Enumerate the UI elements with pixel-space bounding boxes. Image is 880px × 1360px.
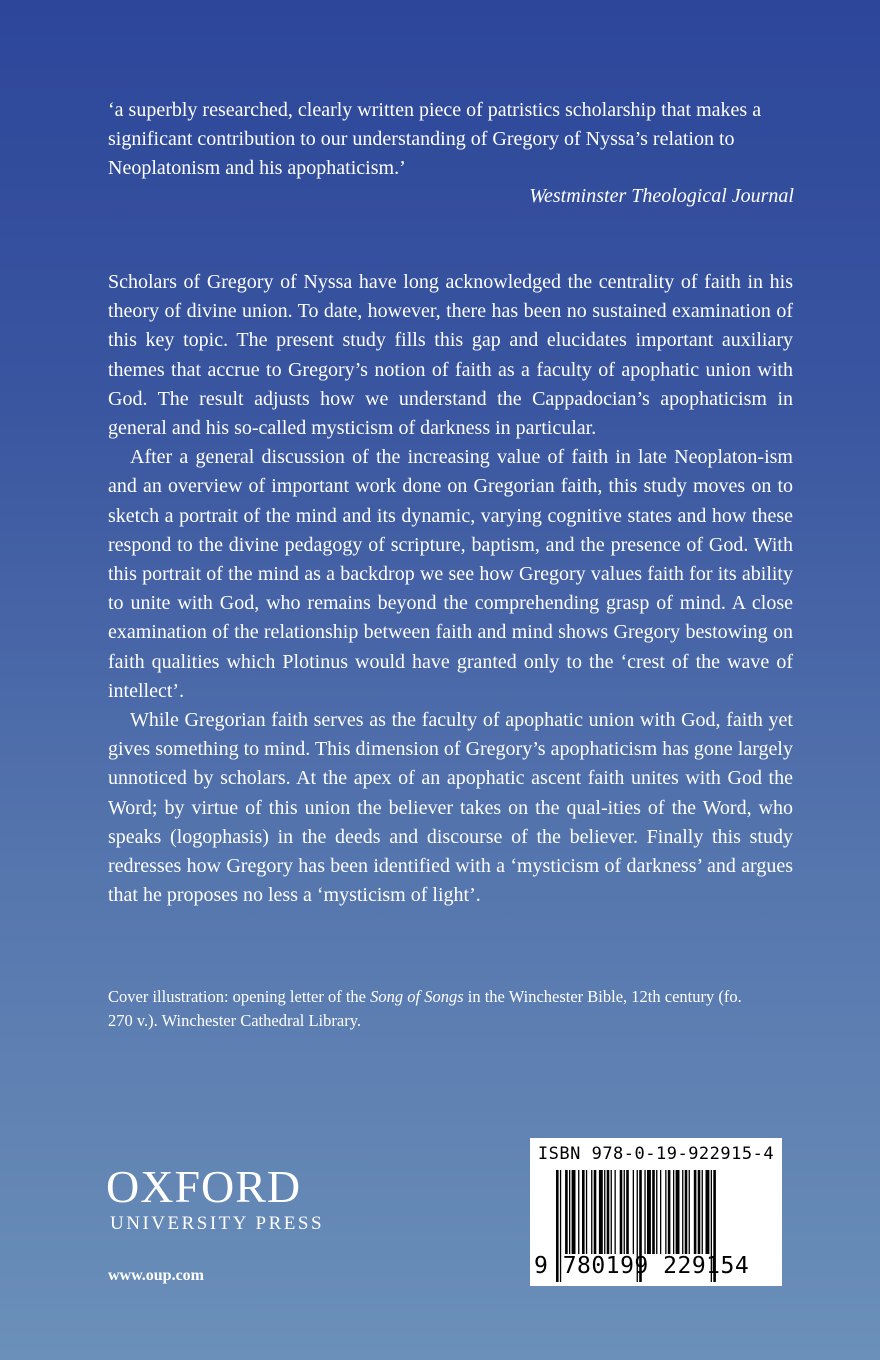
barcode-bar <box>604 1170 605 1254</box>
barcode-bar <box>594 1170 597 1254</box>
ean-digits: 9 780199 229154 <box>534 1253 750 1279</box>
description-paragraph-3: While Gregorian faith serves as the faculty of apophatic union with God, faith yet gives something to mind. This dimension of Gregory’s apophaticism has gone largely unnoticed by scholars. At the apex of an apophatic ascent faith unites with God the Word; by virtue of this union the believer takes on the qual-ities of the Word, who speaks (logophasis) in the deeds and discourse of the believer. Finally this study redresses how Gregory has been identified with a ‘mysticism of darkness’ and argues that he proposes no less a ‘mysticism of light’. <box>108 709 793 907</box>
barcode-bar <box>591 1170 592 1254</box>
review-quote: ‘a superbly researched, clearly written piece of patristics scholarship that makes a significant contribution to our understanding of Gregory of Nyssa’s relation to Neoplatonism and his apophaticism.’ <box>108 99 762 179</box>
barcode-bar <box>685 1170 688 1254</box>
description-paragraph-2: After a general discussion of the increasing value of faith in late Neoplaton-ism and an overview of important work done on Gregorian faith, this study moves on to sketch a portrait of the mind and its dynamic, varying cognitive states and how these respond to the divine pedagogy of scripture, baptism, and the presence of God. With this portrait of the mind as a backdrop we see how Gregory values faith for its ability to unite with God, who remains beyond the comprehending grasp of mind. A close examination of the relationship between faith and mind shows Gregory bestowing on faith qualities which Plotinus would have granted only to the ‘crest of the wave of intellect’. <box>108 446 793 702</box>
barcode-bar <box>647 1170 651 1254</box>
barcode-bar <box>578 1170 579 1254</box>
credit-suffix: in the Winchester Bible, 12th century (fo. 270 v.). Winchester Cathedral Library. <box>108 987 742 1030</box>
barcode-bar <box>665 1170 666 1254</box>
publisher-url[interactable]: www.oup.com <box>108 1267 205 1284</box>
barcode-bar <box>668 1170 671 1254</box>
description-paragraph-1: Scholars of Gregory of Nyssa have long acknowledged the centrality of faith in his theory of divine union. To date, however, there has been no sustained examination of this key topic. The present study fills this gap and elucidates important auxiliary themes that accrue to Gregory’s notion of faith as a faculty of apophatic union with God. The result adjusts how we understand the Cappadocian’s apophaticism in general and his so-called mysticism of darkness in particular. <box>108 271 793 440</box>
barcode-bar <box>586 1170 587 1254</box>
barcode-bar <box>702 1170 703 1254</box>
book-description <box>108 268 793 910</box>
barcode-bar <box>676 1170 680 1254</box>
barcode-bar <box>698 1170 701 1254</box>
publisher-logo-subtitle: UNIVERSITY PRESS <box>110 1213 325 1234</box>
barcode-bar <box>656 1170 657 1254</box>
barcode-bar <box>644 1170 645 1254</box>
barcode-bar <box>660 1170 661 1254</box>
review-source: Westminster Theological Journal <box>529 185 794 207</box>
barcode-bar <box>572 1170 576 1254</box>
barcode-bar <box>652 1170 655 1254</box>
barcode-bar <box>694 1170 697 1254</box>
barcode-bar <box>633 1170 634 1254</box>
barcode-bar <box>565 1170 568 1254</box>
barcode-bar <box>599 1170 603 1254</box>
barcode-bar <box>582 1170 585 1254</box>
barcode-bar <box>607 1170 610 1254</box>
barcode-bar <box>626 1170 629 1254</box>
cover-illustration-credit <box>108 985 748 1033</box>
barcode-bar <box>620 1170 623 1254</box>
barcode-bar <box>689 1170 690 1254</box>
barcode-bar <box>615 1170 616 1254</box>
barcode-bar <box>624 1170 625 1254</box>
barcode-bar <box>706 1170 710 1254</box>
barcode-bar <box>682 1170 683 1254</box>
isbn-label: ISBN 978-0-19-922915-4 <box>537 1144 775 1164</box>
barcode-bar <box>673 1170 674 1254</box>
barcode-bar <box>611 1170 612 1254</box>
barcode-bar <box>569 1170 570 1254</box>
credit-prefix: Cover illustration: opening letter of the <box>108 987 371 1006</box>
isbn-barcode <box>530 1138 782 1286</box>
credit-work-title: Song of Songs <box>370 987 464 1006</box>
publisher-logo-name: OXFORD <box>106 1161 302 1212</box>
